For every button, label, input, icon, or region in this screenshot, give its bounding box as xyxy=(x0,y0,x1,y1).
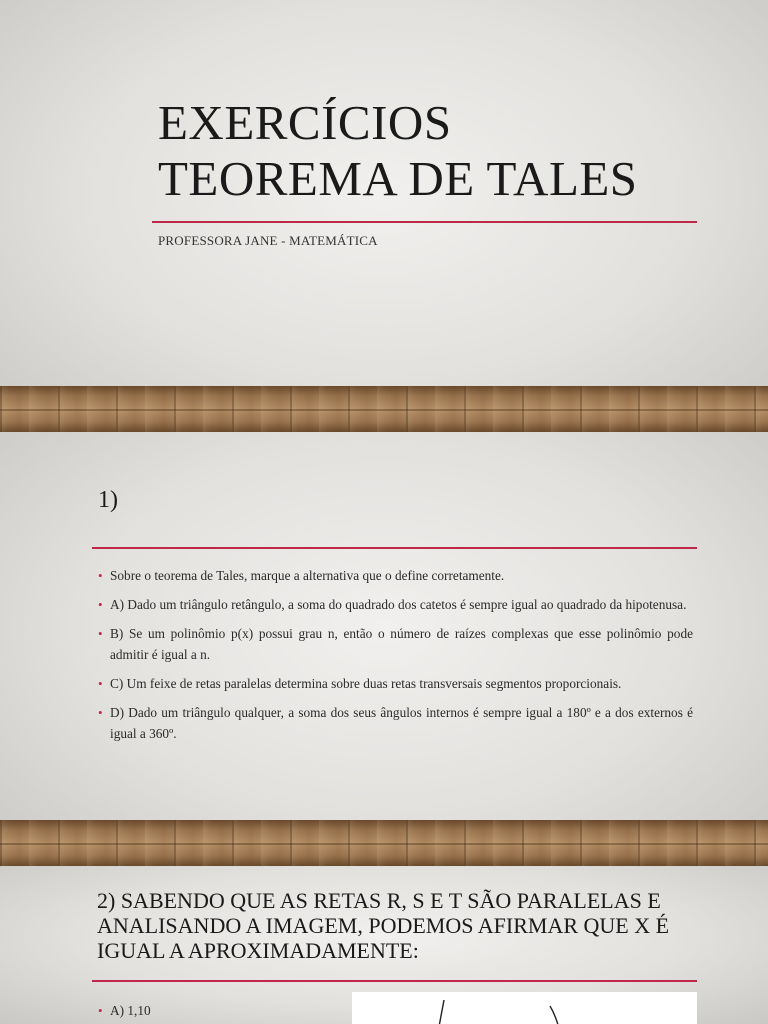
slide-title xyxy=(0,0,768,432)
question-2-heading xyxy=(97,888,707,963)
question-1-options xyxy=(98,565,693,752)
list-item xyxy=(98,565,693,586)
list-item xyxy=(98,623,693,665)
question-2-line-2: ANALISANDO A IMAGEM, PODEMOS AFIRMAR QUE X É xyxy=(97,913,670,938)
option-b: B) Se um polinômio p(x) possui grau n, então o número de raízes complexas que esse polinômio pode admitir é igual a n. xyxy=(110,626,693,662)
slide-question-2 xyxy=(0,866,768,1024)
bullet-icon: • xyxy=(98,626,103,641)
question-1-prompt: Sobre o teorema de Tales, marque a alternativa que o define corretamente. xyxy=(110,568,505,583)
question-1-divider xyxy=(92,547,697,549)
wood-floor xyxy=(0,386,768,432)
question-2-line-3: IGUAL A APROXIMADAMENTE: xyxy=(97,938,419,963)
slide-question-1 xyxy=(0,432,768,866)
bullet-icon: • xyxy=(98,1003,103,1018)
list-item xyxy=(98,702,693,744)
option-a: A) Dado um triângulo retângulo, a soma do quadrado dos catetos é sempre igual ao quadrado da hipotenusa. xyxy=(110,597,687,612)
bullet-icon: • xyxy=(98,597,103,612)
subtitle: PROFESSORA JANE - MATEMÁTICA xyxy=(158,233,378,248)
list-item xyxy=(98,1000,298,1021)
wood-floor xyxy=(0,820,768,866)
list-item xyxy=(98,594,693,615)
title-line-1: EXERCÍCIOS xyxy=(158,95,452,150)
bullet-icon: • xyxy=(98,568,103,583)
list-item xyxy=(98,673,693,694)
bullet-icon: • xyxy=(98,676,103,691)
parallel-lines-figure xyxy=(352,992,697,1024)
question-2-options xyxy=(98,1000,298,1024)
option-c: C) Um feixe de retas paralelas determina sobre duas retas transversais segmentos proporcionais. xyxy=(110,676,622,691)
bullet-icon: • xyxy=(98,705,103,720)
figure-lines-icon xyxy=(352,992,697,1024)
slide-title-heading xyxy=(158,95,718,207)
question-2-line-1: 2) SABENDO QUE AS RETAS R, S E T SÃO PARALELAS E xyxy=(97,888,661,913)
title-divider xyxy=(152,221,697,223)
option-d: D) Dado um triângulo qualquer, a soma dos seus ângulos internos é sempre igual a 180º e a dos externos é igual a 360º. xyxy=(110,705,693,741)
title-line-2: TEOREMA DE TALES xyxy=(158,151,638,206)
question-1-heading: 1) xyxy=(98,487,118,513)
option-a: A) 1,10 xyxy=(110,1003,151,1018)
question-2-divider xyxy=(92,980,697,982)
